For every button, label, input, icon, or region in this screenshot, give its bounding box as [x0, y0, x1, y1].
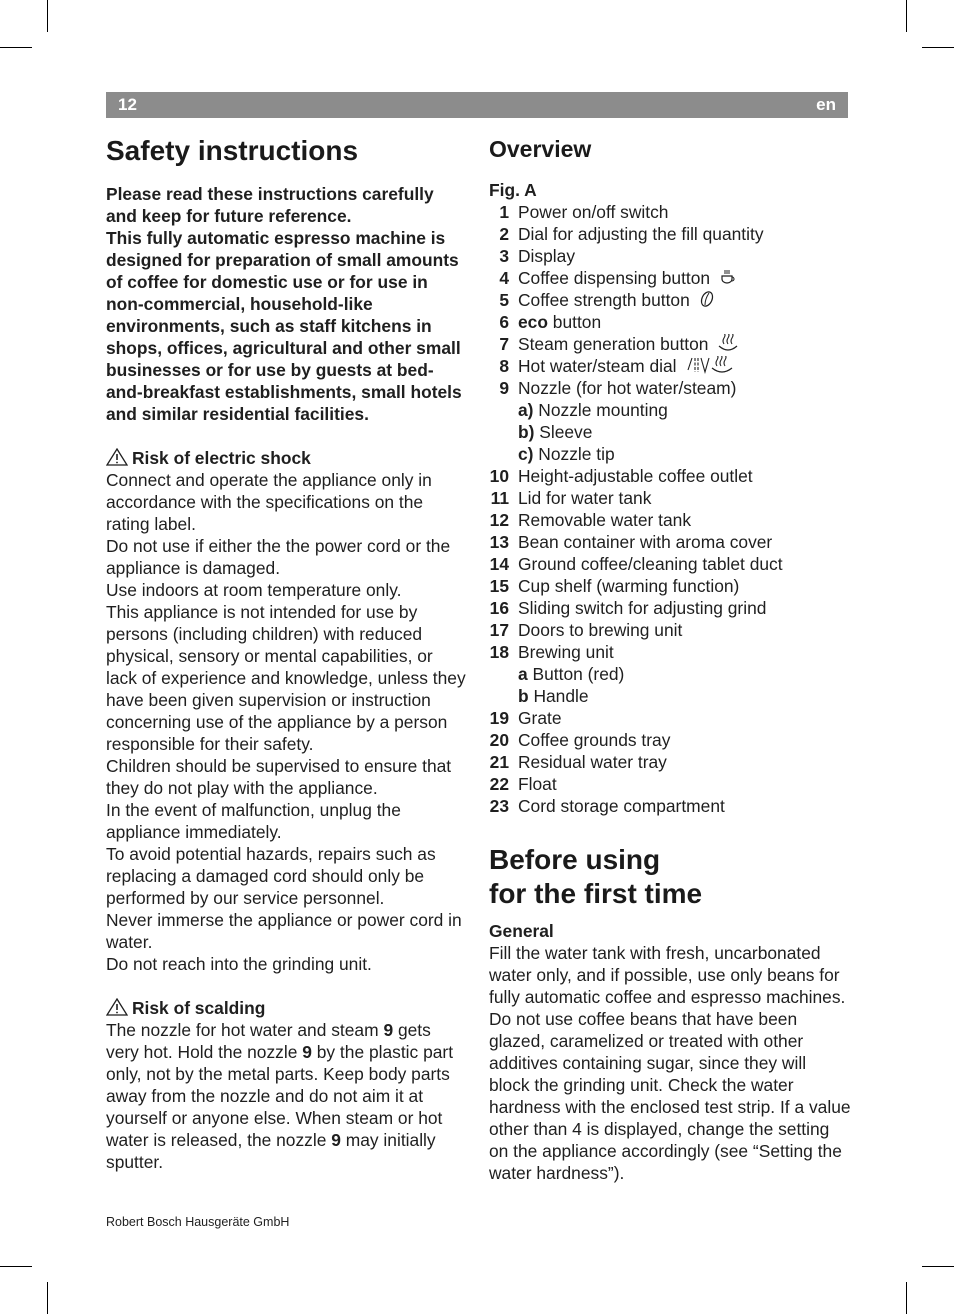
- scalding-heading: [106, 997, 468, 1019]
- before-first-use-title: Before using for the first time: [489, 844, 703, 909]
- list-item: 12 Removable water tank: [489, 510, 692, 530]
- left-column: [106, 134, 468, 1173]
- shock-paragraph: Do not reach into the grinding unit.: [106, 954, 372, 974]
- crop-mark: [0, 1266, 32, 1267]
- crop-mark: [906, 0, 907, 32]
- shock-paragraph: This appliance is not intended for use by persons (including children) with reduced physical, sensory or mental capabilities, or lack of experience and knowledge, unless they have been given supervision or instruction concerning use of the appliance by a person responsible for their safety.: [106, 602, 466, 754]
- parts-list: [489, 465, 851, 663]
- coffee-cup-icon: [719, 268, 737, 286]
- crop-mark: [922, 47, 954, 48]
- list-item: 7 Steam generation button: [489, 333, 851, 355]
- list-item: 13 Bean container with aroma cover: [489, 532, 773, 552]
- electric-shock-heading-text: Risk of electric shock: [132, 448, 311, 468]
- crop-mark: [47, 1282, 48, 1314]
- shock-paragraph: Connect and operate the appliance only in accordance with the specifications on the rating label.: [106, 470, 432, 534]
- list-item: 3 Display: [499, 246, 576, 266]
- sub-item: a Button (red): [518, 664, 625, 684]
- shock-paragraph: Children should be supervised to ensure that they do not play with the appliance.: [106, 756, 452, 798]
- list-item: 19 Grate: [489, 708, 562, 728]
- safety-title: Safety instructions: [106, 135, 359, 166]
- sub-item: b Handle: [518, 686, 589, 706]
- crop-mark: [906, 1282, 907, 1314]
- sub-item: c) Nozzle tip: [518, 444, 615, 464]
- warning-triangle-icon: [106, 448, 128, 466]
- list-item: 15 Cup shelf (warming function): [489, 576, 740, 596]
- list-item: 21 Residual water tray: [489, 752, 667, 772]
- shock-paragraph: Use indoors at room temperature only.: [106, 580, 402, 600]
- scalding-heading-text: Risk of scalding: [132, 998, 266, 1018]
- intro-intended-use: This fully automatic espresso machine is designed for preparation of small amounts of coffee for domestic use or for use in non-commercial, household-like environments, such as staff kitchens in shops, offices, agricultural and other small businesses or for use by guests at bed-and-breakfast establishments, small hotels and similar residential facilities.: [106, 228, 462, 424]
- list-item: 9 Nozzle (for hot water/steam): [499, 378, 737, 398]
- page-number: 12: [118, 95, 137, 114]
- parts-list: [489, 707, 851, 817]
- crop-mark: [922, 1266, 954, 1267]
- list-item: 18 Brewing unit: [489, 642, 614, 662]
- intro-read-note: Please read these instructions carefully and keep for future reference.: [106, 184, 434, 226]
- list-item: 20 Coffee grounds tray: [489, 730, 671, 750]
- list-item: 14 Ground coffee/cleaning tablet duct: [489, 554, 783, 574]
- parts-list: [489, 201, 851, 399]
- crop-mark: [0, 47, 32, 48]
- coffee-bean-icon: [699, 290, 715, 308]
- list-item: 10 Height-adjustable coffee outlet: [489, 466, 753, 486]
- shock-paragraph: To avoid potential hazards, repairs such as replacing a damaged cord should only be performed by our service personnel.: [106, 844, 436, 908]
- scalding-paragraph: The nozzle for hot water and steam 9 gets very hot. Hold the nozzle 9 by the plastic part only, not by the metal parts. Keep body parts away from the nozzle and do not aim it at yourself or anyone else. When steam or hot water is released, the nozzle 9 may initially sputter.: [106, 1020, 454, 1172]
- list-item: 1 Power on/off switch: [499, 202, 669, 222]
- electric-shock-heading: [106, 447, 468, 469]
- list-item: 5 Coffee strength button: [489, 289, 851, 311]
- list-item: 16 Sliding switch for adjusting grind: [489, 598, 767, 618]
- page-header-bar: [106, 92, 848, 118]
- steam-icon: [717, 334, 739, 352]
- list-item: 11 Lid for water tank: [490, 488, 652, 508]
- shock-paragraph: Never immerse the appliance or power cord in water.: [106, 910, 462, 952]
- list-item: 2 Dial for adjusting the fill quantity: [499, 224, 764, 244]
- list-item: 8 Hot water/steam dial: [489, 355, 851, 377]
- figure-label: Fig. A: [489, 180, 537, 200]
- right-column: [489, 134, 851, 1184]
- list-item: 22 Float: [489, 774, 557, 794]
- crop-mark: [47, 0, 48, 32]
- list-item: 23 Cord storage compartment: [489, 796, 725, 816]
- list-item: 6 eco button: [499, 312, 602, 332]
- shock-paragraph: In the event of malfunction, unplug the appliance immediately.: [106, 800, 401, 842]
- list-item: 17 Doors to brewing unit: [489, 620, 683, 640]
- language-code: en: [816, 95, 836, 114]
- general-heading: General: [489, 921, 554, 941]
- sub-item: b) Sleeve: [518, 422, 593, 442]
- general-paragraph: Fill the water tank with fresh, uncarbonated water only, and if possible, use only beans for fully automatic coffee and espresso machines. Do not use coffee beans that have been glazed, caramelized or treated with other additives containing sugar, since they will block the grinding unit. Check the water hardness with the enclosed test strip. If a value other than 4 is displayed, change the setting on the appliance accordingly (see “Setting the water hardness”).: [489, 943, 851, 1183]
- footer-company: Robert Bosch Hausgeräte GmbH: [106, 1215, 290, 1229]
- sub-item: a) Nozzle mounting: [518, 400, 668, 420]
- shock-paragraph: Do not use if either the the power cord or the appliance is damaged.: [106, 536, 451, 578]
- list-item: 4 Coffee dispensing button: [489, 267, 851, 289]
- overview-title: Overview: [489, 136, 592, 162]
- hot-water-steam-icon: [685, 356, 735, 374]
- warning-triangle-icon: [106, 998, 128, 1016]
